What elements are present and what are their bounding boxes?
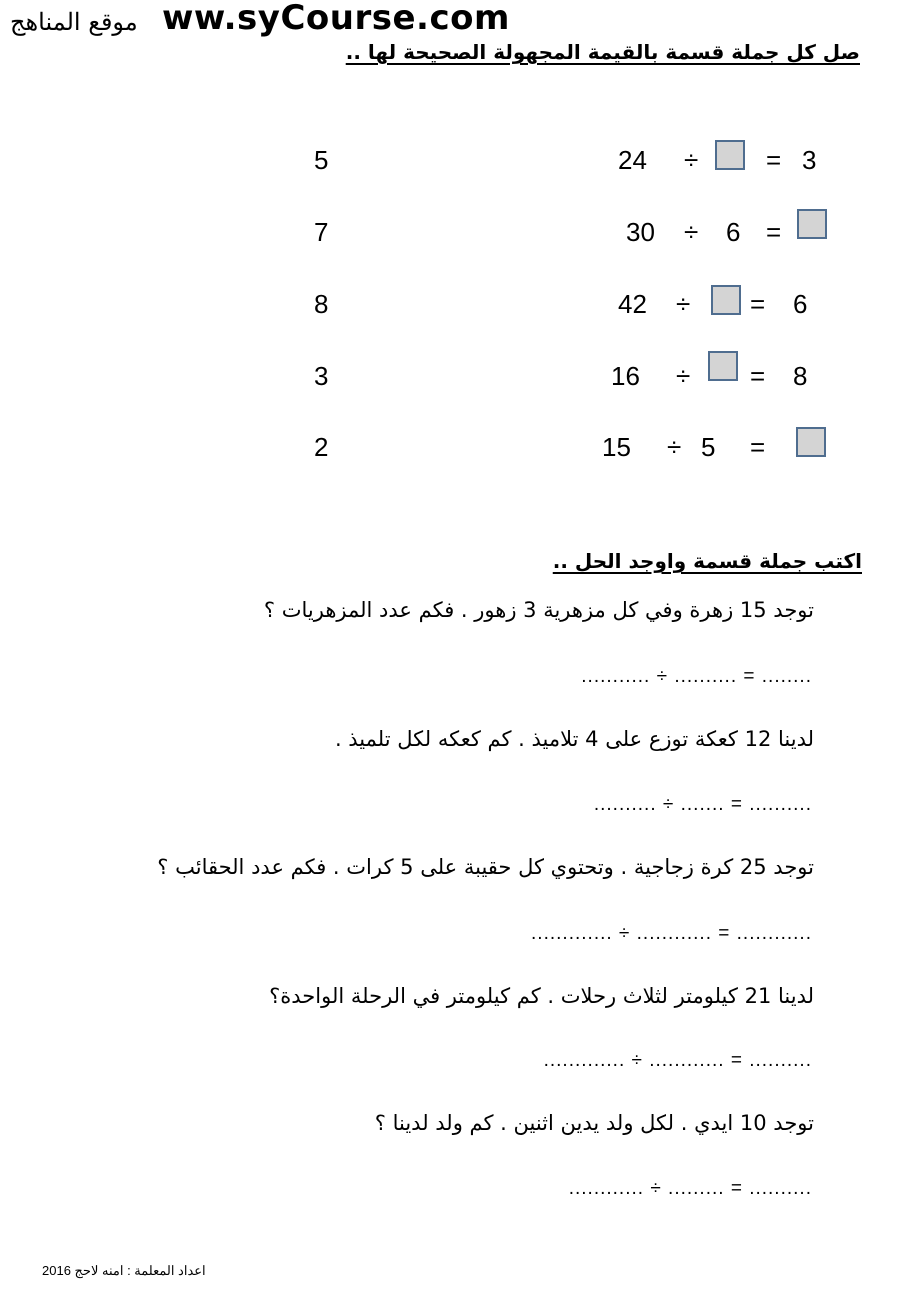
equals-sign: =	[750, 432, 766, 462]
word-problem: لدينا 12 كعكة توزع على 4 تلاميذ . كم كعكه لكل تلميذ .	[334, 727, 814, 751]
word-problem: توجد 10 ايدي . لكل ولد يدين اثنين . كم ولد لدينا ؟	[374, 1111, 814, 1135]
quotient: 6	[793, 289, 808, 319]
equals-sign: =	[766, 217, 782, 247]
answer-option: 7	[314, 217, 329, 247]
dividend: 15	[602, 432, 631, 462]
unknown-box[interactable]	[796, 427, 826, 457]
equals-sign: =	[750, 361, 766, 391]
equals-sign: =	[766, 145, 782, 175]
dividend: 16	[611, 361, 640, 391]
answer-option: 8	[314, 289, 329, 319]
equals-sign: =	[750, 289, 766, 319]
dividend: 24	[618, 145, 647, 175]
answer-option: 5	[314, 145, 329, 175]
divide-sign: ÷	[676, 289, 691, 319]
answer-option: 3	[314, 361, 329, 391]
divisor: 6	[726, 217, 741, 247]
answer-blank[interactable]: ............ ÷ ......... = ..........	[568, 1178, 812, 1199]
section1-title: صل كل جملة قسمة بالقيمة المجهولة الصحيحة لها ..	[345, 40, 860, 64]
answer-option: 2	[314, 432, 329, 462]
site-name: موقع المناهج	[10, 8, 138, 36]
answer-blank[interactable]: ............. ÷ ............ = ..........	[543, 1050, 812, 1071]
quotient: 8	[793, 361, 808, 391]
section2-title: اكتب جملة قسمة واوجد الحل ..	[552, 549, 862, 573]
unknown-box[interactable]	[797, 209, 827, 239]
answer-blank[interactable]: ........... ÷ .......... = ........	[581, 666, 812, 687]
divide-sign: ÷	[684, 217, 699, 247]
divide-sign: ÷	[676, 361, 691, 391]
word-problem: توجد 25 كرة زجاجية . وتحتوي كل حقيبة على 5 كرات . فكم عدد الحقائب ؟	[157, 855, 814, 879]
unknown-box[interactable]	[715, 140, 745, 170]
answer-blank[interactable]: .......... ÷ ....... = ..........	[593, 794, 812, 815]
divisor: 5	[701, 432, 716, 462]
word-problem: لدينا 21 كيلومتر لثلاث رحلات . كم كيلومتر في الرحلة الواحدة؟	[269, 984, 814, 1008]
quotient: 3	[802, 145, 817, 175]
dividend: 42	[618, 289, 647, 319]
answer-blank[interactable]: ............. ÷ ............ = ............	[531, 923, 812, 944]
unknown-box[interactable]	[708, 351, 738, 381]
site-url: ww.syCourse.com	[162, 0, 510, 38]
divide-sign: ÷	[684, 145, 699, 175]
unknown-box[interactable]	[711, 285, 741, 315]
dividend: 30	[626, 217, 655, 247]
footer-credit: اعداد المعلمة : امنه لاحج 2016	[42, 1263, 206, 1278]
word-problem: توجد 15 زهرة وفي كل مزهرية 3 زهور . فكم عدد المزهريات ؟	[263, 598, 814, 622]
divide-sign: ÷	[667, 432, 682, 462]
